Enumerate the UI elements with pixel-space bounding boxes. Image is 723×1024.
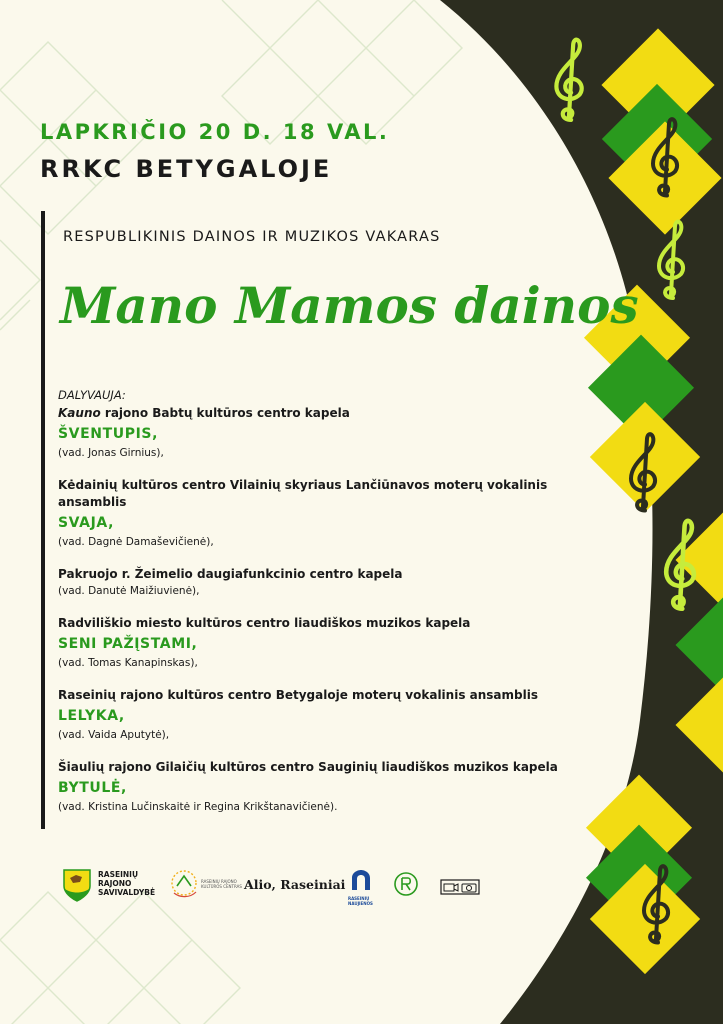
event-title: Mano Mamos dainos bbox=[60, 276, 639, 335]
raseiniu-naujienos-logo bbox=[348, 868, 378, 906]
participant-org: Raseinių rajono kultūros centro Betygaloje moterų vokalinis ansamblis bbox=[58, 688, 538, 702]
participant-entry bbox=[58, 477, 578, 550]
news-logo-line: RASEINIŲ bbox=[348, 896, 370, 901]
culture-center-logo-line: RASEINIŲ RAJONO bbox=[201, 879, 237, 884]
coat-of-arms-icon bbox=[62, 868, 92, 902]
participant-org-italic: Kauno bbox=[58, 406, 101, 420]
alio-raseiniai-logo: Alio, Raseiniai bbox=[244, 877, 346, 892]
municipality-logo bbox=[62, 868, 156, 906]
partner-emblem-icon bbox=[392, 870, 420, 898]
participant-name: ŠVENTUPIS, bbox=[58, 426, 158, 442]
participant-org: Pakruojo r. Žeimelio daugiafunkcinio centro kapela bbox=[58, 567, 403, 581]
news-logo-line: NAUJIENOS bbox=[348, 901, 373, 906]
vertical-divider bbox=[41, 211, 45, 829]
event-venue: RRKC BETYGALOJE bbox=[40, 155, 333, 183]
event-subtitle: RESPUBLIKINIS DAINOS IR MUZIKOS VAKARAS bbox=[63, 229, 441, 245]
participants-intro: DALYVAUJA: bbox=[58, 388, 126, 402]
participant-org-text: rajono Babtų kultūros centro kapela bbox=[100, 406, 350, 420]
sponsor-logos bbox=[62, 866, 492, 910]
municipality-logo-line: RASEINIŲ bbox=[98, 870, 139, 879]
news-logo-icon bbox=[348, 868, 374, 892]
participant-org: Šiaulių rajono Gilaičių kultūros centro Sauginių liaudiškos muzikos kapela bbox=[58, 760, 558, 774]
participant-name: SVAJA, bbox=[58, 515, 115, 531]
participant-org: Kėdainių kultūros centro Vilainių skyriaus Lančiūnavos moterų vokalinis ansamblis bbox=[58, 478, 548, 509]
culture-center-logo bbox=[168, 866, 242, 904]
participant-leader: (vad. Dagnė Damaševičienė), bbox=[58, 536, 214, 548]
participant-name: LELYKA, bbox=[58, 708, 125, 724]
participant-name: SENI PAŽĮSTAMI, bbox=[58, 636, 198, 652]
participant-entry bbox=[58, 759, 578, 815]
partner-logo bbox=[392, 870, 420, 902]
participant-entry bbox=[58, 566, 578, 599]
municipality-logo-line: SAVIVALDYBĖ bbox=[98, 888, 156, 897]
participant-entry bbox=[58, 687, 578, 743]
participants-list bbox=[58, 388, 578, 831]
participant-leader: (vad. Tomas Kanapinskas), bbox=[58, 657, 198, 669]
participant-leader: (vad. Vaida Aputytė), bbox=[58, 729, 170, 741]
participant-name: BYTULĖ, bbox=[58, 780, 127, 796]
culture-center-logo-line: KULTŪROS CENTRAS bbox=[201, 884, 242, 889]
culture-center-emblem-icon bbox=[168, 866, 200, 900]
lattice-bottom-left bbox=[0, 892, 240, 1024]
participant-org bbox=[58, 405, 578, 422]
municipality-logo-line: RAJONO bbox=[98, 879, 132, 888]
camera-icon bbox=[440, 878, 480, 896]
participant-org: Radviliškio miesto kultūros centro liaudiškos muzikos kapela bbox=[58, 616, 471, 630]
participant-leader: (vad. Jonas Girnius), bbox=[58, 447, 164, 459]
media-icons bbox=[440, 878, 480, 900]
participant-leader: (vad. Kristina Lučinskaitė ir Regina Krikštanavičienė). bbox=[58, 801, 338, 813]
event-date-time: LAPKRIČIO 20 D. 18 VAL. bbox=[40, 120, 390, 144]
participant-entry bbox=[58, 405, 578, 461]
participant-leader: (vad. Danutė Maižiuvienė), bbox=[58, 585, 200, 597]
participant-entry bbox=[58, 615, 578, 671]
